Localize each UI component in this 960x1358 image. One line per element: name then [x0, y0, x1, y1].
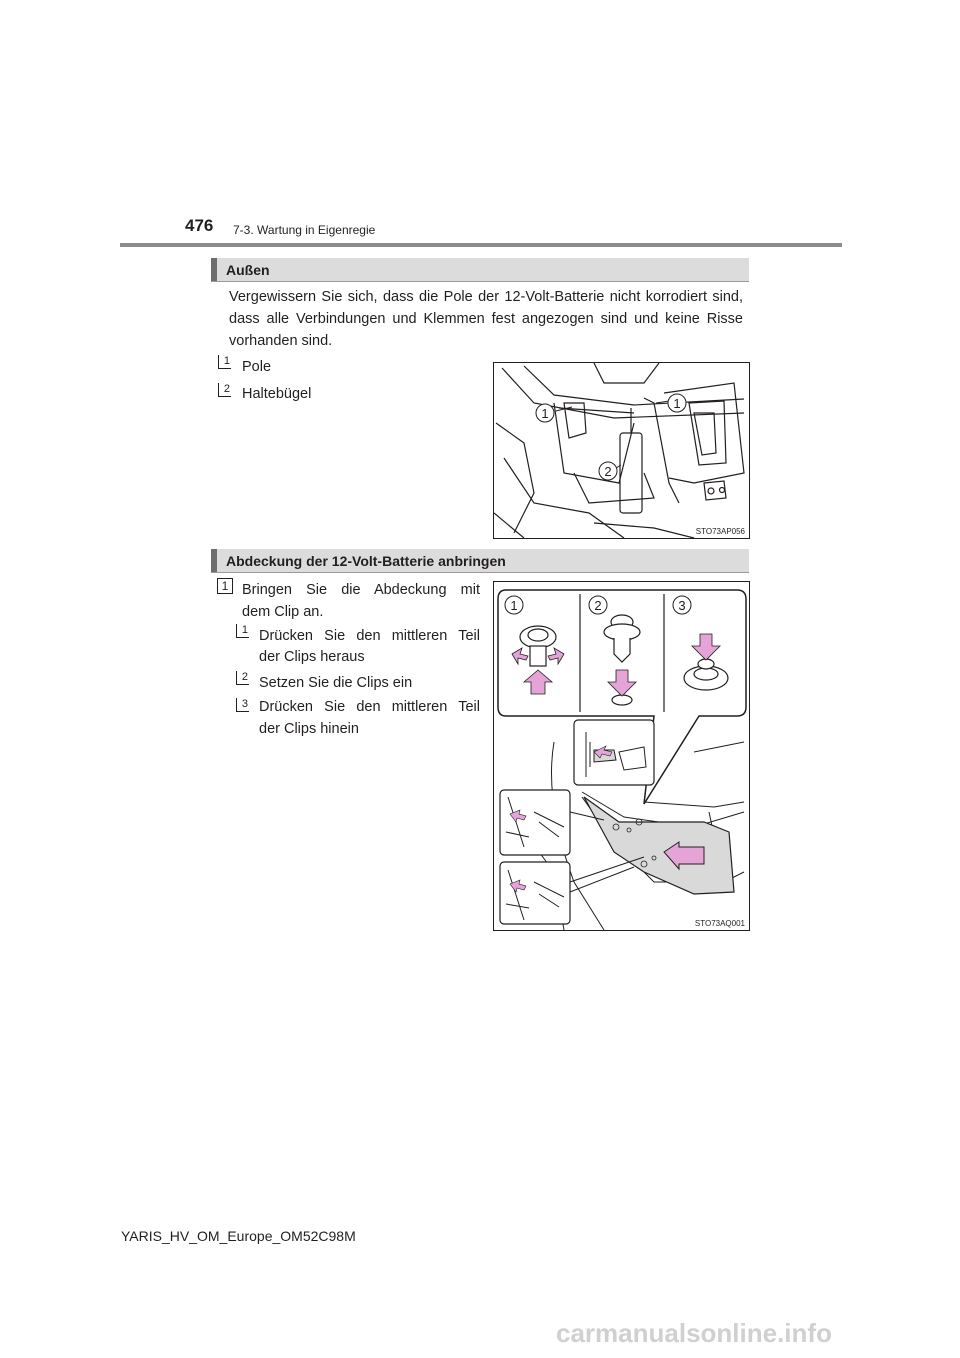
- battery-illustration: [494, 363, 749, 538]
- footer-doc-id: YARIS_HV_OM_Europe_OM52C98M: [121, 1228, 356, 1244]
- callout-step-2: 2: [594, 598, 602, 613]
- callout-step-1: 1: [510, 598, 518, 613]
- heading-outer-text: Außen: [226, 262, 270, 278]
- item-haltebuegel: Haltebügel: [242, 386, 312, 402]
- step-text-line2: dem Clip an.: [242, 604, 324, 620]
- heading-accent: [211, 258, 217, 281]
- step-text-line1: Bringen Sie die Abdeckung mit: [242, 582, 480, 598]
- callout-1a: 1: [541, 406, 549, 421]
- outer-paragraph: Vergewissern Sie sich, dass die Pole der 12-Volt-Batterie nicht korrodiert sind, dass alle Verbindungen und Klemmen fest angezogen sind und keine Risse vorhanden sind.: [229, 289, 743, 349]
- item-pole: Pole: [242, 359, 272, 375]
- clip-illustration: [494, 582, 749, 930]
- item-number: 3: [236, 698, 249, 712]
- item-1-line1: Drücken Sie den mittleren Teil: [259, 628, 480, 644]
- item-3-line2: der Clips hinein: [259, 721, 359, 737]
- watermark[interactable]: carmanualsonline.info: [556, 1318, 832, 1348]
- step-number: 1: [217, 578, 233, 594]
- item-number: 2: [236, 671, 249, 685]
- battery-figure: [493, 362, 750, 539]
- clip-figure: [493, 581, 750, 931]
- page-number: 476: [185, 216, 214, 235]
- figure-code: STO73AQ001: [694, 919, 745, 928]
- header-rule: [120, 243, 842, 247]
- item-3-line1: Drücken Sie den mittleren Teil: [259, 699, 480, 715]
- item-number: 2: [218, 383, 231, 397]
- item-number: 1: [218, 355, 231, 369]
- heading-accent: [211, 549, 217, 572]
- callout-1b: 1: [673, 396, 681, 411]
- figure-code: STO73AP056: [695, 527, 745, 536]
- section-heading-outer: [211, 258, 749, 282]
- section-title: 7-3. Wartung in Eigenregie: [233, 223, 376, 237]
- section-heading-cover: [211, 549, 749, 573]
- heading-cover-text: Abdeckung der 12-Volt-Batterie anbringen: [226, 553, 506, 569]
- item-1-line2: der Clips heraus: [259, 649, 365, 665]
- item-2-line1: Setzen Sie die Clips ein: [259, 675, 413, 691]
- callout-2: 2: [604, 464, 612, 479]
- item-number: 1: [236, 624, 249, 638]
- callout-step-3: 3: [678, 598, 686, 613]
